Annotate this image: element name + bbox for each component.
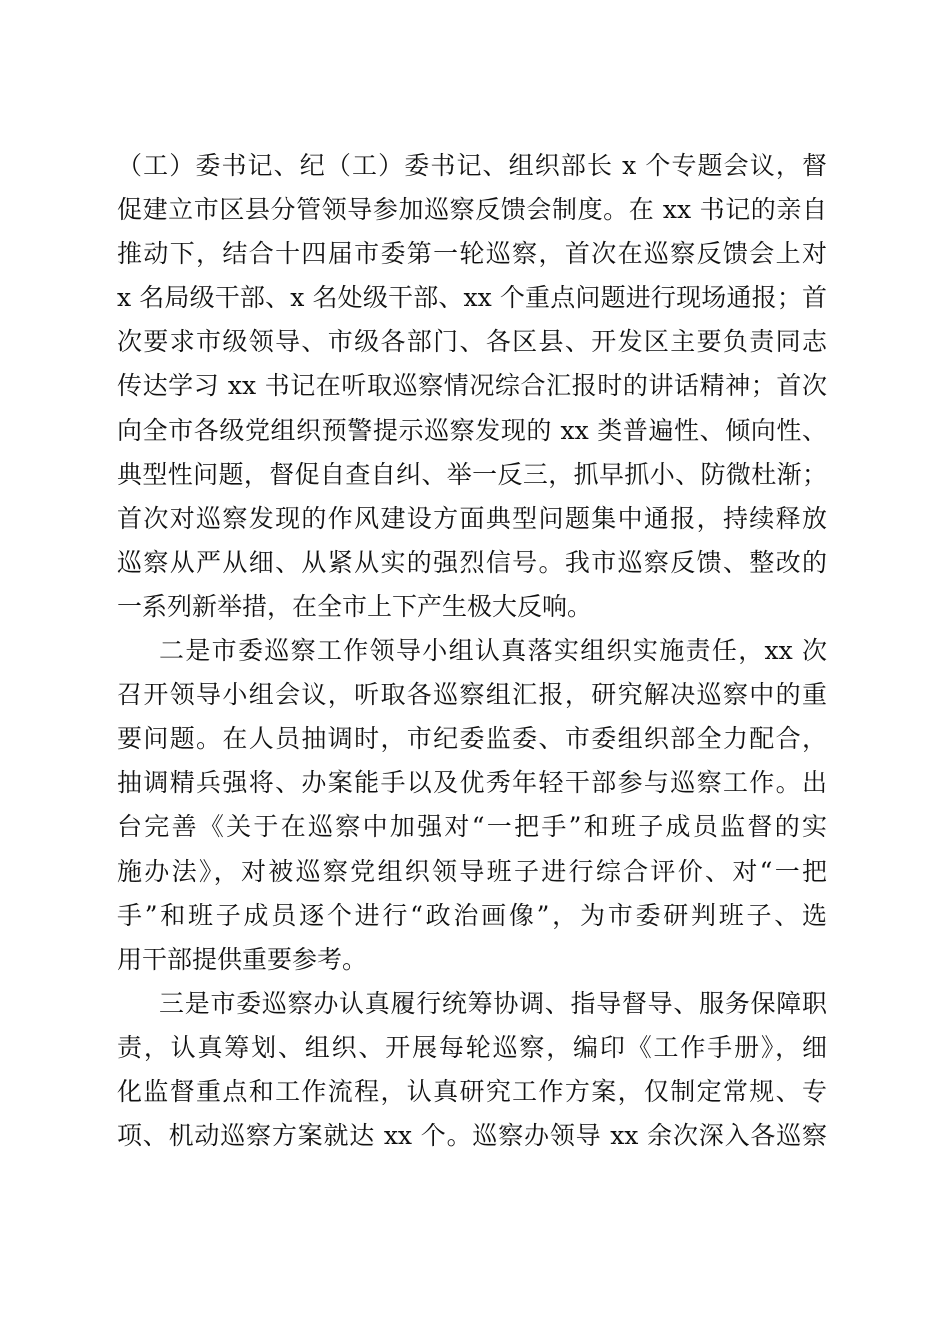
text-line: 向全市各级党组织预警提示巡察发现的 xx 类普遍性、倾向性、: [117, 415, 827, 445]
text-line: 台完善《关于在巡察中加强对“一把手”和班子成员监督的实: [117, 812, 827, 842]
text-line: 责，认真筹划、组织、开展每轮巡察，编印《工作手册》，细: [117, 1032, 827, 1062]
text-line: 推动下，结合十四届市委第一轮巡察，首次在巡察反馈会上对: [117, 239, 827, 269]
text-line: 次要求市级领导、市级各部门、各区县、开发区主要负责同志: [117, 327, 827, 357]
text-line: 召开领导小组会议，听取各巡察组汇报，研究解决巡察中的重: [117, 680, 827, 710]
text-line: （工）委书记、纪（工）委书记、组织部长 x 个专题会议，督: [117, 151, 827, 180]
text-line: 抽调精兵强将、办案能手以及优秀年轻干部参与巡察工作。出: [117, 768, 827, 798]
text-line: 施办法》，对被巡察党组织领导班子进行综合评价、对“一把: [117, 856, 827, 886]
text-line: 用干部提供重要参考。: [117, 944, 368, 974]
text-line: 手”和班子成员逐个进行“政治画像”，为市委研判班子、选: [117, 900, 827, 930]
text-line: 化监督重点和工作流程，认真研究工作方案，仅制定常规、专: [117, 1076, 827, 1106]
paragraph-1: [117, 144, 827, 629]
text-line: 促建立市区县分管领导参加巡察反馈会制度。在 xx 书记的亲自: [117, 195, 827, 225]
text-line: 传达学习 xx 书记在听取巡察情况综合汇报时的讲话精神；首次: [117, 371, 827, 401]
text-line: 典型性问题，督促自查自纠、举一反三，抓早抓小、防微杜渐；: [117, 459, 827, 489]
text-line: 项、机动巡察方案就达 xx 个。巡察办领导 xx 余次深入各巡察: [117, 1121, 827, 1151]
text-line: x 名局级干部、x 名处级干部、xx 个重点问题进行现场通报；首: [117, 283, 827, 313]
text-line: 一系列新举措，在全市上下产生极大反响。: [117, 591, 593, 621]
text-line: 巡察从严从细、从紧从实的强烈信号。我市巡察反馈、整改的: [117, 547, 827, 577]
text-line: 要问题。在人员抽调时，市纪委监委、市委组织部全力配合，: [117, 724, 827, 754]
text-line: 首次对巡察发现的作风建设方面典型问题集中通报，持续释放: [117, 503, 827, 533]
text-line: 三是市委巡察办认真履行统筹协调、指导督导、服务保障职: [159, 988, 827, 1018]
document-body: [117, 144, 827, 1158]
paragraph-2: [117, 629, 827, 982]
paragraph-3: [117, 982, 827, 1158]
text-line: 二是市委巡察工作领导小组认真落实组织实施责任，xx 次: [159, 636, 827, 666]
